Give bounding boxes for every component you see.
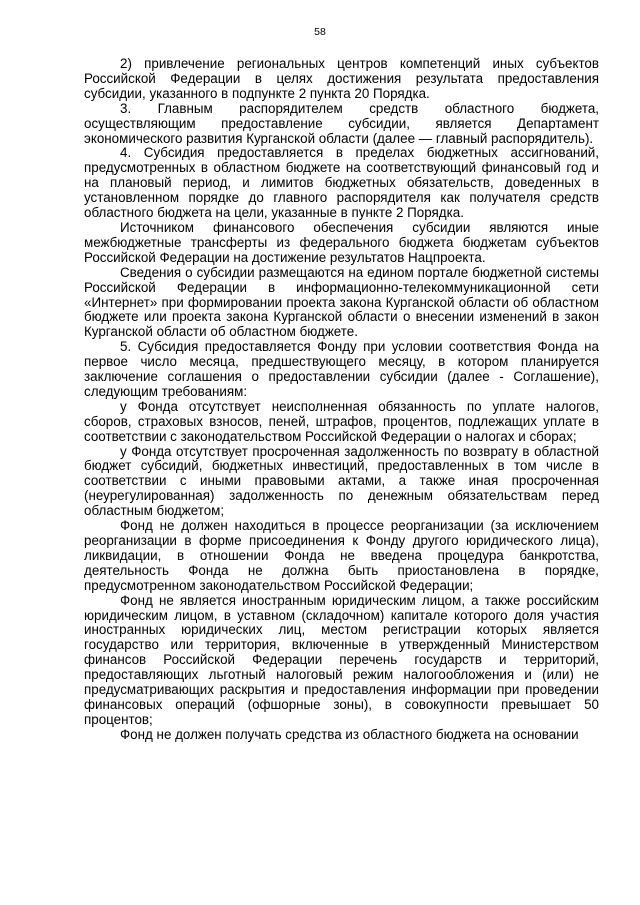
paragraph-requirement-debt: у Фонда отсутствует просроченная задолженность по возврату в областной бюджет субсидий, бюджетных инвестиций, предоставленных в том числе в соответствии с иными правовыми актами, а также иная просроченная (неурегулированная) задолженность по денежным обязательствам перед областным бюджетом;	[84, 443, 599, 519]
paragraph-clause-4: 4. Субсидия предоставляется в пределах бюджетных ассигнований, предусмотренных в областном бюджете на соответствующий финансовый год и на плановый период, и лимитов бюджетных обязательств, доведенных в установленном порядке до главного распорядителя как получателя средств областного бюджета на цели, указанные в пункте 2 Порядка.	[84, 145, 599, 221]
paragraph-subsidy-info: Сведения о субсидии размещаются на едином портале бюджетной системы Российской Федерации в информационно-телекоммуникационной сети «Интернет» при формировании проекта закона Курганской области об областном бюджете или проекта закона Курганской области о внесении изменений в закон Курганской области об областном бюджете.	[84, 264, 599, 340]
document-body	[84, 57, 599, 743]
paragraph-funding-source: Источником финансового обеспечения субсидии являются иные межбюджетные трансферты из федерального бюджета бюджетам субъектов Российской Федерации на достижение результатов Нацпроекта.	[84, 219, 599, 265]
paragraph-clause-3: 3. Главным распорядителем средств областного бюджета, осуществляющим предоставление субсидии, является Департамент экономического развития Курганской области (далее — главный распорядитель).	[84, 100, 599, 146]
paragraph-item-2: 2) привлечение региональных центров компетенций иных субъектов Российской Федерации в целях достижения результата предоставления субсидии, указанного в подпункте 2 пункта 20 Порядка.	[84, 56, 599, 101]
paragraph-clause-5: 5. Субсидия предоставляется Фонду при условии соответствия Фонда на первое число месяца, предшествующего месяцу, в котором планируется заключение соглашения о предоставлении субсидии (далее - Соглашение), следующим требованиям:	[84, 339, 599, 399]
paragraph-requirement-funds: Фонд не должен получать средства из областного бюджета на основании	[120, 726, 579, 742]
paragraph-requirement-foreign: Фонд не является иностранным юридическим лицом, а также российским юридическим лицом, в уставном (складочном) капитале которого доля участия иностранных юридических лиц, местом регистрации которых является государство или территория, включенные в утвержденный Министерством финансов Российской Федерации перечень государств и территорий, предоставляющих льготный налоговый режим налогообложения и (или) не предусматривающих раскрытия и предоставления информации при проведении финансовых операций (офшорные зоны), в совокупности превышает 50 процентов;	[84, 592, 599, 727]
paragraph-requirement-taxes: у Фонда отсутствует неисполненная обязанность по уплате налогов, сборов, страховых взносов, пеней, штрафов, процентов, подлежащих уплате в соответствии с законодательством Российской Федерации о налогах и сборах;	[84, 398, 599, 444]
paragraph-requirement-reorganization: Фонд не должен находиться в процессе реорганизации (за исключением реорганизации в форме присоединения к Фонду другого юридического лица), ликвидации, в отношении Фонда не введена процедура банкротства, деятельность Фонда не должна быть приостановлена в порядке, предусмотренном законодательством Российской Федерации;	[84, 518, 599, 593]
page-number: 58	[314, 26, 326, 38]
